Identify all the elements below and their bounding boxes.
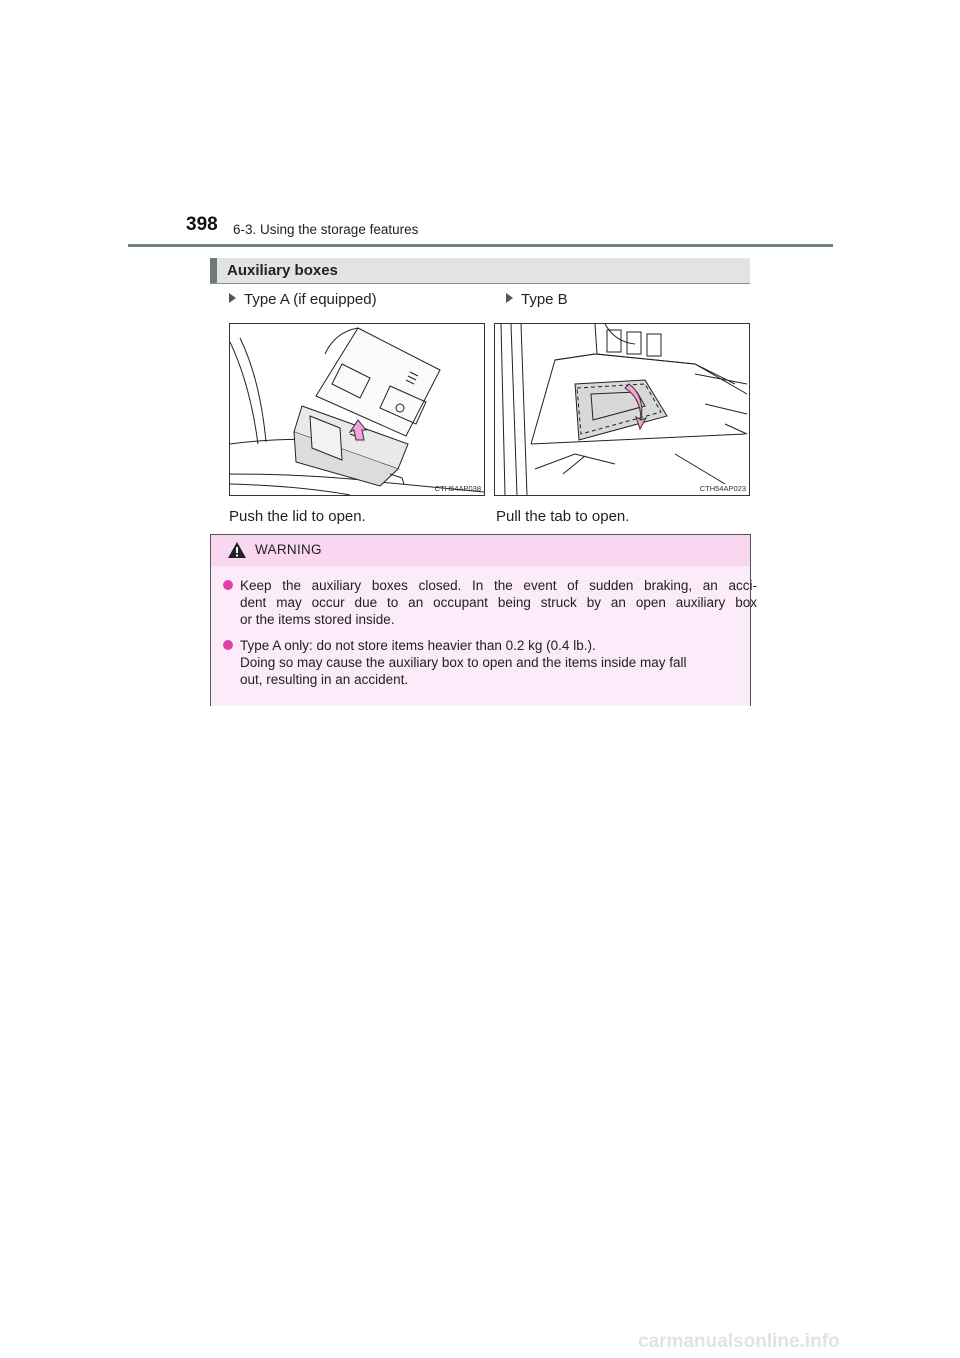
type-a-label: [229, 291, 377, 308]
sub-heading: [210, 258, 750, 284]
triangle-bullet-icon: [229, 293, 236, 303]
watermark: carmanualsonline.info: [638, 1331, 840, 1352]
type-a-label-text: Type A (if equipped): [244, 291, 377, 308]
warning-bullet: [223, 637, 745, 691]
warning-body: [211, 566, 757, 706]
sub-heading-text: Auxiliary boxes: [227, 262, 338, 279]
figure-type-a: [229, 323, 485, 496]
triangle-bullet-icon: [506, 293, 513, 303]
figure-type-b: [494, 323, 750, 496]
warning-triangle-icon: [227, 541, 247, 559]
overhead-console-illustration: [230, 324, 484, 495]
type-b-label-text: Type B: [521, 291, 568, 308]
page-number: 398: [186, 214, 218, 235]
header-rule: [128, 244, 833, 247]
section-title: 6-3. Using the storage features: [233, 222, 419, 237]
type-b-label: [506, 291, 568, 308]
warning-line: out, resulting in an accident.: [240, 672, 409, 687]
warning-box: [210, 534, 757, 706]
warning-title: WARNING: [255, 542, 322, 557]
figure-code: CTH54AP023: [699, 484, 746, 493]
figure-code: CTH54AP038: [434, 484, 481, 493]
bullet-dot-icon: [223, 580, 233, 590]
warning-line: Doing so may cause the auxiliary box to open and the items inside may fall: [240, 655, 687, 670]
warning-line: Keep the auxiliary boxes closed. In the event of sudden braking, an acci-: [240, 578, 757, 593]
type-a-caption: Push the lid to open.: [229, 508, 366, 525]
warning-line: dent may occur due to an occupant being struck by an open auxiliary box: [240, 595, 757, 610]
bullet-dot-icon: [223, 640, 233, 650]
sub-heading-bar: [210, 258, 217, 283]
warning-bullet: [223, 577, 757, 631]
warning-line: Type A only: do not store items heavier than 0.2 kg (0.4 lb.).: [240, 638, 596, 653]
lower-dash-box-illustration: [495, 324, 749, 495]
warning-header: [211, 535, 750, 567]
type-b-caption: Pull the tab to open.: [496, 508, 630, 525]
warning-line: or the items stored inside.: [240, 612, 395, 627]
